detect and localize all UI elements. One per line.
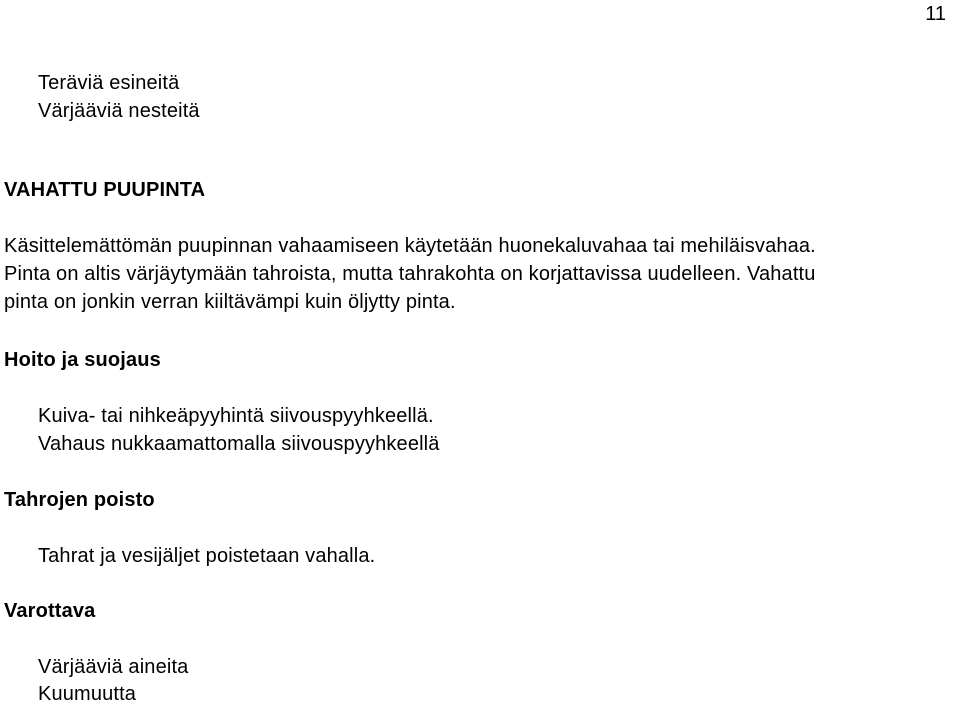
paragraph-line: Käsittelemättömän puupinnan vahaamiseen käytetään huonekaluvahaa tai mehiläisvahaa.	[4, 235, 816, 257]
paragraph-line: pinta on jonkin verran kiiltävämpi kuin öljytty pinta.	[4, 291, 456, 313]
caution-list-item: Värjääviä aineita	[38, 656, 189, 678]
section-heading-stains: Tahrojen poisto	[4, 489, 155, 511]
intro-list-item: Värjääviä nesteitä	[38, 100, 200, 122]
paragraph-line: Pinta on altis värjäytymään tahroista, mutta tahrakohta on korjattavissa uudelleen. Vahattu	[4, 263, 816, 285]
care-list-item: Kuiva- tai nihkeäpyyhintä siivouspyyhkeellä.	[38, 405, 434, 427]
section-heading-waxed-wood: VAHATTU PUUPINTA	[4, 179, 206, 201]
care-list-item: Vahaus nukkaamattomalla siivouspyyhkeellä	[38, 433, 440, 455]
page-number: 11	[925, 3, 946, 25]
stains-list-item: Tahrat ja vesijäljet poistetaan vahalla.	[38, 545, 376, 567]
section-heading-caution: Varottava	[4, 600, 96, 622]
caution-list-item: Kuumuutta	[38, 683, 137, 705]
intro-list-item: Teräviä esineitä	[38, 72, 180, 94]
section-heading-care: Hoito ja suojaus	[4, 349, 161, 371]
